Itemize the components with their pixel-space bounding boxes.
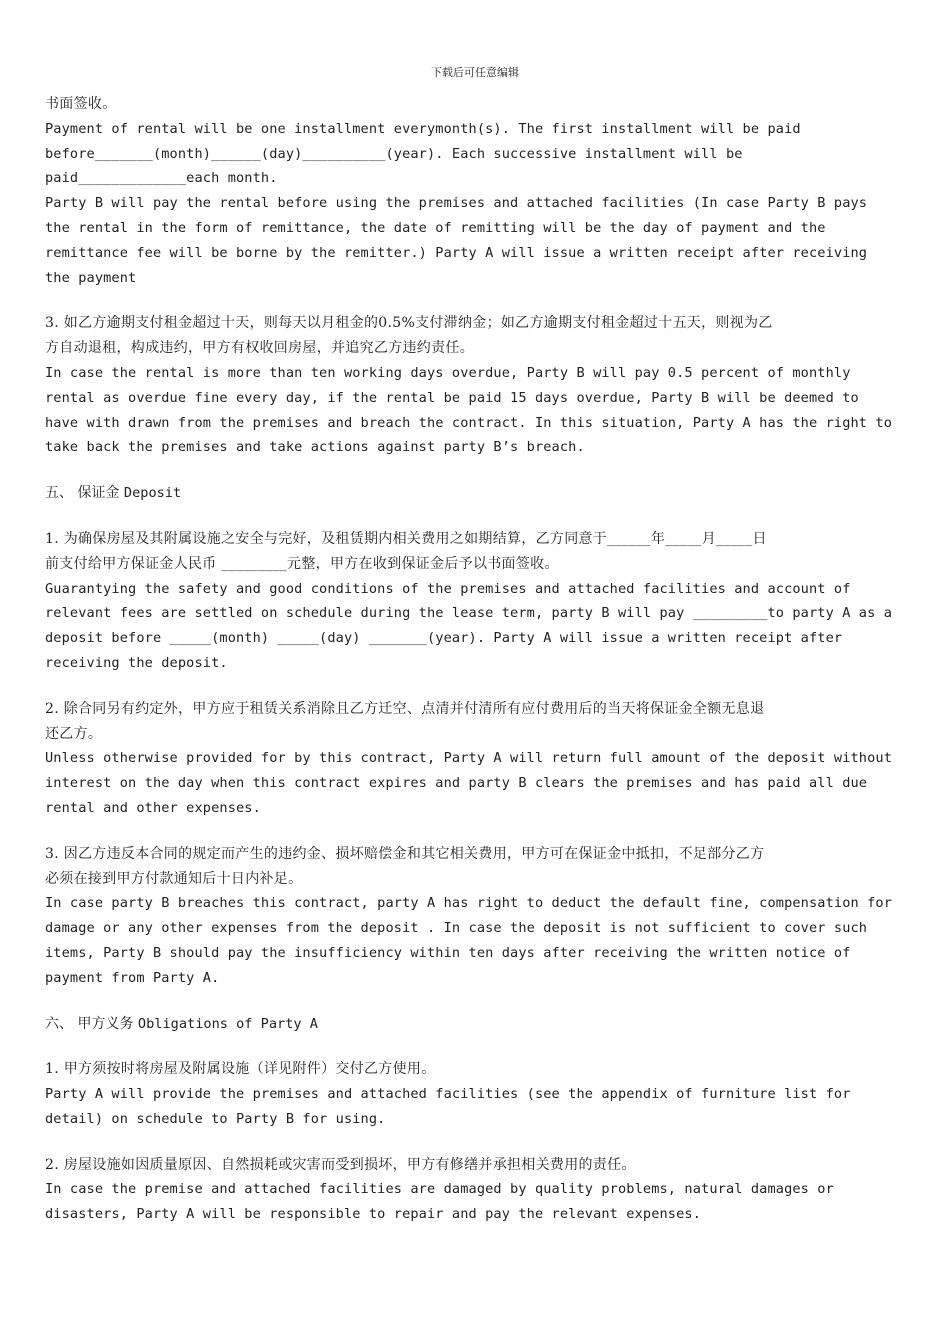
document-body bbox=[45, 92, 907, 1227]
en-line: interest on the day when this contract expires and party B clears the premises and has paid all due bbox=[45, 775, 868, 792]
en-line: Unless otherwise provided for by this contract, Party A will return full amount of the deposit without bbox=[45, 750, 893, 767]
heading-zh: 五、 保证金 bbox=[45, 485, 124, 502]
heading-zh: 六、 甲方义务 bbox=[45, 1015, 138, 1032]
en-line: receiving the deposit. bbox=[45, 654, 228, 671]
section4-tail bbox=[45, 92, 907, 290]
section-heading-obligations-party-a bbox=[45, 1012, 907, 1037]
en-line: take back the premises and take actions against party B’s breach. bbox=[45, 439, 585, 456]
zh-line: 前支付给甲方保证金人民币 _________元整，甲方在收到保证金后予以书面签收。 bbox=[45, 555, 559, 572]
en-line: Payment of rental will be one installment everymonth(s). The first installment will be paid bbox=[45, 120, 801, 137]
en-line: Party B will pay the rental before using the premises and attached facilities (In case Party B pays bbox=[45, 195, 868, 212]
section-heading-deposit bbox=[45, 481, 907, 506]
zh-line: 1. 甲方须按时将房屋及附属设施（详见附件）交付乙方使用。 bbox=[45, 1061, 436, 1078]
clause-4-3 bbox=[45, 311, 907, 460]
page-header: 下载后可任意编辑 bbox=[431, 66, 519, 79]
heading-en: Obligations of Party A bbox=[137, 1015, 318, 1032]
zh-line: 书面签收。 bbox=[45, 96, 117, 112]
en-line: the rental in the form of remittance, the date of remitting will be the day of payment and the bbox=[45, 219, 826, 236]
zh-line: 3. 如乙方逾期支付租金超过十天，则每天以月租金的0.5%支付滞纳金；如乙方逾期支付租金超过十五天，则视为乙 bbox=[45, 315, 773, 332]
en-line: rental and other expenses. bbox=[45, 799, 261, 816]
clause-6-2 bbox=[45, 1153, 907, 1227]
en-line: payment from Party A. bbox=[45, 969, 220, 986]
zh-line: 2. 除合同另有约定外，甲方应于租赁关系消除且乙方迁空、点清并付清所有应付费用后的当天将保证金全额无息退 bbox=[45, 700, 765, 717]
clause-5-1 bbox=[45, 527, 907, 676]
en-line: In case party B breaches this contract, party A has right to deduct the default fine, compensation for bbox=[45, 895, 893, 912]
en-line: relevant fees are settled on schedule during the lease term, party B will pay _________to party A as a bbox=[45, 605, 893, 622]
zh-line: 2. 房屋设施如因质量原因、自然损耗或灾害而受到损坏，甲方有修缮并承担相关费用的责任。 bbox=[45, 1156, 636, 1173]
en-line: Guarantying the safety and good conditions of the premises and attached facilities and account of bbox=[45, 580, 851, 597]
en-line: have with drawn from the premises and breach the contract. In this situation, Party A has the right to bbox=[45, 414, 893, 431]
en-line: damage or any other expenses from the deposit . In case the deposit is not sufficient to cover such bbox=[45, 920, 868, 937]
en-line: In case the rental is more than ten working days overdue, Party B will pay 0.5 percent of monthly bbox=[45, 364, 851, 381]
en-line: the payment bbox=[45, 269, 137, 286]
en-line: In case the premise and attached facilities are damaged by quality problems, natural damages or bbox=[45, 1181, 834, 1198]
en-line: deposit before _____(month) _____(day) _______(year). Party A will issue a written receipt after bbox=[45, 630, 843, 647]
en-line: detail) on schedule to Party B for using. bbox=[45, 1110, 386, 1127]
zh-line: 方自动退租，构成违约，甲方有权收回房屋，并追究乙方违约责任。 bbox=[45, 340, 474, 357]
clause-5-2 bbox=[45, 697, 907, 821]
zh-line: 还乙方。 bbox=[45, 725, 103, 742]
en-line: Party A will provide the premises and attached facilities (see the appendix of furniture list for bbox=[45, 1086, 851, 1103]
heading-en: Deposit bbox=[123, 485, 182, 502]
en-line: items, Party B should pay the insufficiency within ten days after receiving the written notice of bbox=[45, 944, 851, 961]
clause-6-1 bbox=[45, 1057, 907, 1131]
zh-line: 1. 为确保房屋及其附属设施之安全与完好，及租赁期内相关费用之如期结算，乙方同意于______年_____月_____日 bbox=[45, 530, 767, 547]
clause-5-3 bbox=[45, 842, 907, 991]
en-line: remittance fee will be borne by the remitter.) Party A will issue a written receipt after receiving bbox=[45, 244, 868, 261]
zh-line: 3. 因乙方违反本合同的规定而产生的违约金、损坏赔偿金和其它相关费用，甲方可在保证金中抵扣，不足部分乙方 bbox=[45, 845, 765, 862]
zh-line: 必须在接到甲方付款通知后十日内补足。 bbox=[45, 870, 303, 887]
en-line: paid_____________each month. bbox=[45, 170, 278, 187]
en-line: rental as overdue fine every day, if the rental be paid 15 days overdue, Party B will be deemed to bbox=[45, 389, 859, 406]
en-line: before_______(month)______(day)__________(year). Each successive installment will be bbox=[45, 145, 743, 162]
en-line: disasters, Party A will be responsible to repair and pay the relevant expenses. bbox=[45, 1206, 702, 1223]
